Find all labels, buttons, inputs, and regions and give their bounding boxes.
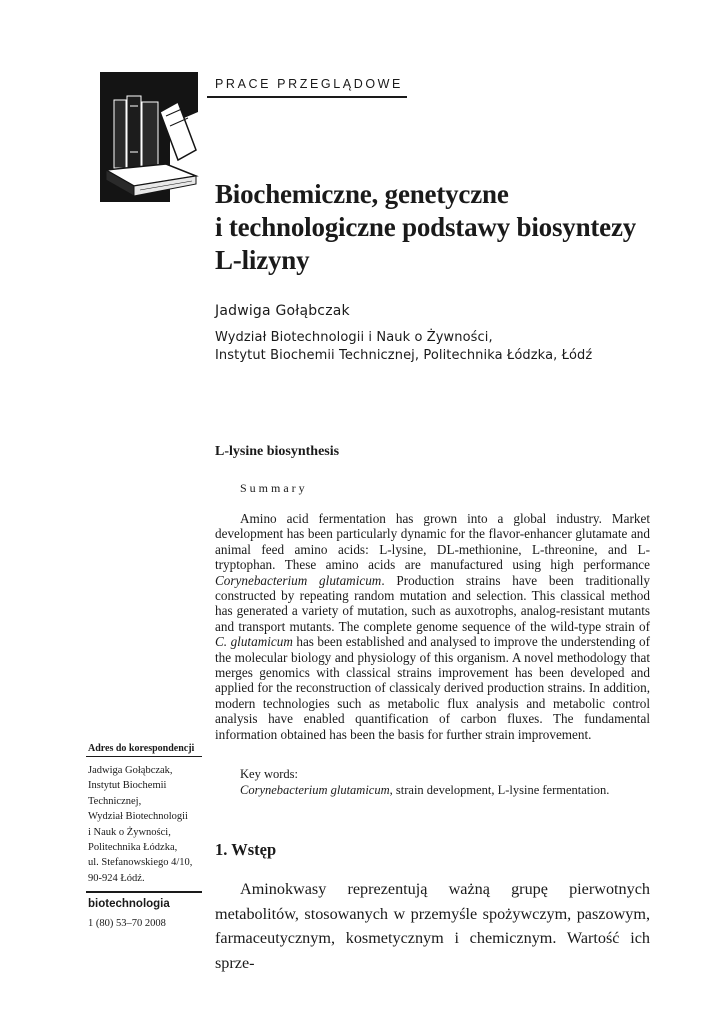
title-line: Biochemiczne, genetyczne	[215, 179, 509, 209]
journal-citation: 1 (80) 53–70 2008	[88, 918, 166, 929]
keywords-label: Key words:	[240, 767, 298, 781]
abstract-part: Amino acid fermentation has grown into a global industry. Market development has been particularly dynamic for the flavor-enhancer glutamate and animal feed amino acids: L-lysine, DL-methionine, L-threonine, and L-tryptophan. These amino acids are manufactured using high performance	[215, 511, 650, 573]
address-line: Jadwiga Gołąbczak,	[88, 765, 173, 776]
title-line: i technologiczne podstawy biosyntezy	[215, 212, 637, 242]
journal-name: biotechnologia	[88, 898, 170, 910]
english-title: L-lysine biosynthesis	[215, 444, 340, 459]
affiliation-line: Wydział Biotechnologii i Nauk o Żywności,	[215, 330, 493, 345]
intro-text: Aminokwasy reprezentują ważną grupę pierwotnych metabolitów, stosowanych w przemyśle spożywczym, paszowym, farmaceutycznym, kosmetycznym i chemicznym. Wartość ich sprze-	[215, 880, 650, 972]
species-name: Corynebacterium glutamicum	[240, 783, 390, 797]
article-title	[215, 178, 655, 277]
author-name: Jadwiga Gołąbczak	[215, 303, 350, 319]
species-name: Corynebacterium glutamicum	[215, 572, 382, 588]
correspondence-heading: Adres do korespondencji	[88, 743, 195, 754]
keywords-text	[240, 783, 609, 798]
title-line: L-lizyny	[215, 245, 310, 275]
section-heading: 1. Wstęp	[215, 840, 277, 859]
species-name: C. glutamicum	[215, 634, 293, 650]
address-line: i Nauk o Żywności,	[88, 826, 171, 838]
address-line: ul. Stefanowskiego 4/10,	[88, 857, 193, 869]
correspondence-address	[88, 763, 206, 886]
keywords-rest: , strain development, L-lysine fermentation.	[389, 783, 610, 797]
abstract-text	[215, 511, 650, 742]
abstract-part: . Production strains have been traditionally constructed by repeating random mutation and selection. This classical method has generated a variety of mutation, such as auxotrophs, analog-resistant mutants and transport mutants. The complete genome sequence of the wild-type strain of	[215, 572, 650, 634]
section-label: PRACE PRZEGLĄDOWE	[215, 77, 403, 91]
journal-rule	[86, 891, 202, 893]
address-line: Politechnika Łódzka,	[88, 842, 178, 854]
summary-label: Summary	[240, 481, 308, 495]
address-line: 90-924 Łódź.	[88, 872, 145, 884]
address-line: Wydział Biotechnologii	[88, 811, 188, 823]
books-illustration	[100, 72, 200, 204]
sidebar-rule	[86, 756, 202, 757]
header-rule	[207, 96, 407, 98]
affiliation-line: Instytut Biochemii Technicznej, Politechnika Łódzka, Łódź	[215, 348, 593, 363]
address-line: Instytut Biochemii	[88, 780, 167, 792]
abstract-part: has been established and analysed to improve the understending of the molecular biology and physiology of this organism. A novel methodology that merges genomics with classical strains improvement has been developed and applied for the reconstruction of classicaly derived production strains. In addition, modern technologies such as metabolic flux analysis and metabolic control analysis have enabled quantification of carbon fluxes. The fundamental information obtained has been the basis for further strain improvement.	[215, 634, 650, 742]
address-line: Technicznej,	[88, 795, 142, 807]
